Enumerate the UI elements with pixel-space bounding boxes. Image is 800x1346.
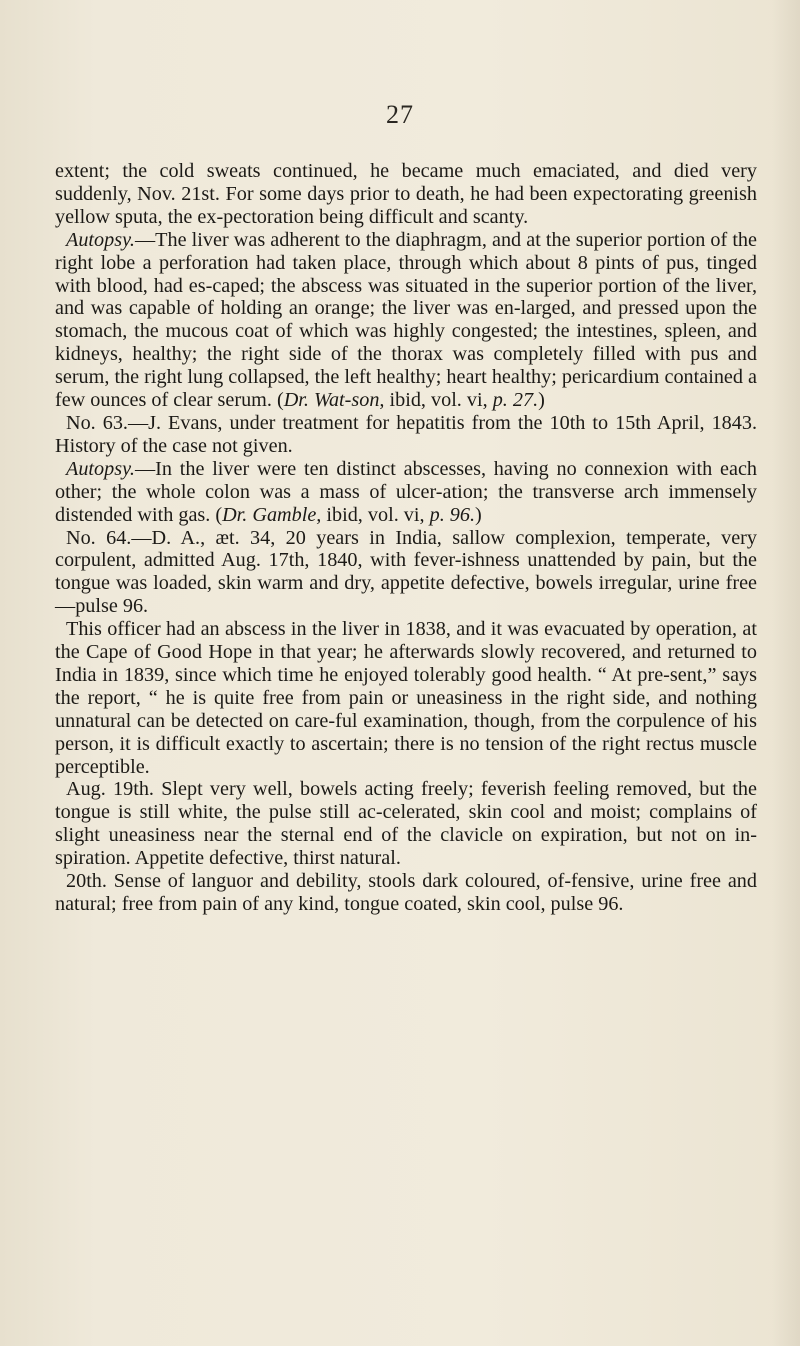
paragraph-case-64 (55, 527, 757, 619)
citation-page: p. 96. (429, 503, 476, 526)
paragraph-text: —In the liver were ten distinct abscesses, having no connexion with each other; the whole colon was a mass of ulcer-ation; the transverse arch immensely distended with gas. ( (55, 457, 757, 526)
citation-source: ibid, vol. vi, (384, 389, 493, 412)
page-edge-shadow (772, 0, 800, 1346)
paragraph-text: Aug. 19th. Slept very well, bowels acting freely; feverish feeling removed, but the tongue is still white, the pulse still ac-celerated, skin cool and moist; complains of slight uneasiness near the sternal end of the clavicle on expiration, but not on in-spiration. Appetite defective, thirst natural. (55, 778, 757, 870)
paragraph-aug-19 (55, 778, 757, 870)
body-text (55, 160, 757, 916)
paragraph-text: No. 64.—D. A., æt. 34, 20 years in India, sallow complexion, temperate, very corpulent, admitted Aug. 17th, 1840, with fever-ishness unattended by pain, but the tongue was loaded, skin warm and dry, appetite defective, bowels irregular, urine free—pulse 96. (55, 526, 757, 618)
paragraph-autopsy-63 (55, 229, 757, 412)
paragraph-text: 20th. Sense of languor and debility, stools dark coloured, of-fensive, urine free and natural; free from pain of any kind, tongue coated, skin cool, pulse 96. (55, 870, 757, 915)
paragraph-case-63 (55, 412, 757, 458)
section-label: Autopsy. (66, 228, 135, 251)
paragraph-autopsy-evans (55, 458, 757, 527)
paragraph-text: —The liver was adherent to the diaphragm, and at the superior portion of the right lobe a perforation had taken place, through which about 8 pints of pus, tinged with blood, had es-caped; the abscess was situated in the superior portion of the liver, and was capable of holding an orange; the liver was en-larged, and pressed upon the stomach, the mucous coat of which was highly congested; the intestines, spleen, and kidneys, healthy; the right side of the thorax was completely filled with pus and serum, the right lung collapsed, the left healthy; heart healthy; pericardium contained a few ounces of clear serum. ( (55, 228, 757, 412)
citation-author: Dr. Wat-son, (283, 389, 385, 412)
paragraph-history (55, 618, 757, 778)
citation-close: ) (538, 389, 545, 412)
page-number: 27 (386, 100, 414, 129)
paragraph-case-end (55, 160, 757, 229)
paragraph-text: No. 63.—J. Evans, under treatment for hepatitis from the 10th to 15th April, 1843. History of the case not given. (55, 411, 757, 457)
citation-page: p. 27. (492, 389, 539, 412)
section-label: Autopsy. (66, 457, 135, 480)
citation-author: Dr. Gamble, (222, 503, 322, 526)
paragraph-text: This officer had an abscess in the liver in 1838, and it was evacuated by operation, at the Cape of Good Hope in that year; he afterwards slowly recovered, and returned to India in 1839, since which time he enjoyed tolerably good health. “ At pre-sent,” says the report, “ he is quite free from pain or uneasiness in the right side, and nothing unnatural can be detected on care-ful examination, though, from the corpulence of his person, it is difficult exactly to ascertain; there is no tension of the right rectus muscle perceptible. (55, 618, 757, 778)
citation-close: ) (475, 503, 482, 526)
citation-source: ibid, vol. vi, (321, 503, 430, 526)
paragraph-text: extent; the cold sweats continued, he became much emaciated, and died very suddenly, Nov. 21st. For some days prior to death, he had been expectorating greenish yellow sputa, the ex-pectoration being difficult and scanty. (55, 160, 757, 228)
paragraph-20th (55, 870, 757, 916)
